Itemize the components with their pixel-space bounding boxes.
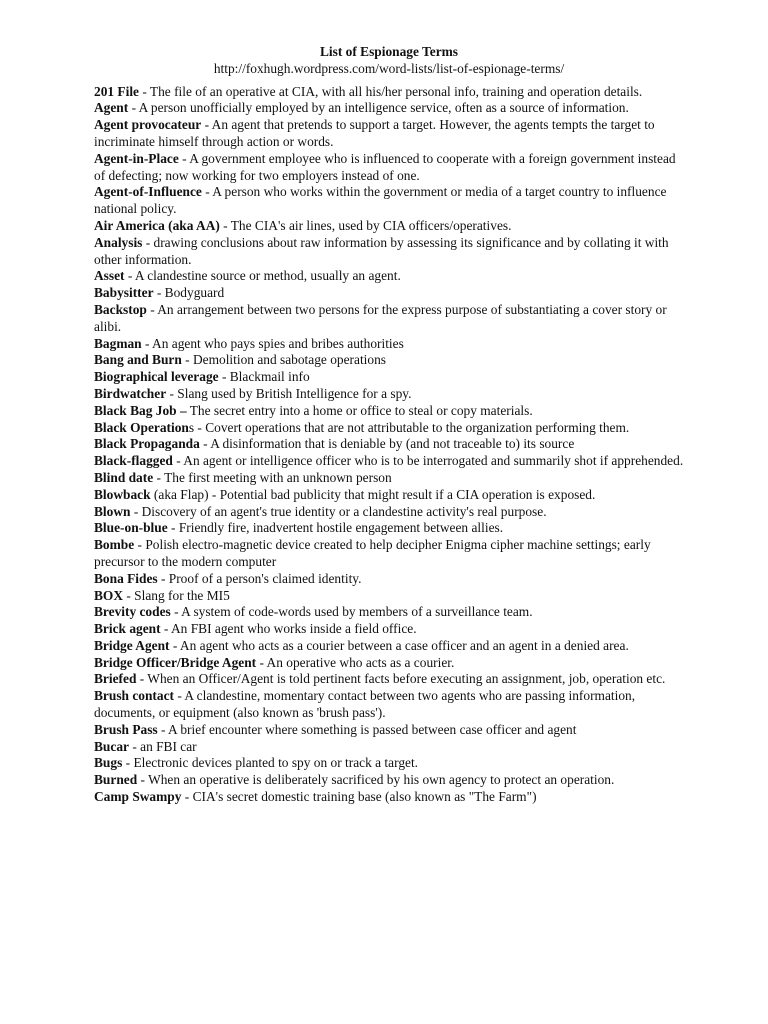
glossary-definition: - An agent or intelligence officer who is to be interrogated and summarily shot if apprehended. — [172, 453, 684, 469]
glossary-term: Asset — [94, 268, 125, 284]
glossary-definition: - Proof of a person's claimed identity. — [157, 570, 362, 586]
glossary-term: Analysis — [94, 234, 143, 250]
glossary-definition: - A person who works within the government or media of a target country to influence national policy. — [94, 184, 667, 217]
glossary-definition: - An agent that pretends to support a target. However, the agents tempts the target to incriminate himself through action or words. — [94, 117, 655, 149]
glossary-definition: - Slang used by British Intelligence for a spy. — [166, 385, 412, 401]
glossary-entry — [94, 604, 684, 621]
glossary-entry — [94, 386, 684, 403]
source-url: http://foxhugh.wordpress.com/word-lists/list-of-espionage-terms/ — [213, 60, 565, 76]
glossary-entry — [94, 638, 684, 655]
glossary-term: Blind date — [94, 469, 154, 485]
glossary-definition: - An agent who pays spies and bribes authorities — [141, 335, 404, 351]
glossary-entry — [94, 235, 684, 269]
glossary-term: Agent — [94, 100, 129, 116]
glossary-definition: - An agent who acts as a courier between a case officer and an agent in a denied area. — [169, 637, 629, 653]
glossary-term: Bombe — [94, 537, 135, 553]
glossary-definition: - drawing conclusions about raw information by assessing its significance and by collating it with other information. — [94, 234, 669, 267]
glossary-term: Bucar — [94, 738, 129, 754]
glossary-term: Bugs — [94, 755, 123, 771]
glossary-term: Babysitter — [94, 285, 154, 301]
glossary-entry — [94, 688, 684, 722]
glossary-definition: - A disinformation that is deniable by (and not traceable to) its source — [199, 436, 575, 452]
glossary-definition: s - Covert operations that are not attributable to the organization performing them. — [188, 419, 630, 435]
glossary-definition: - An arrangement between two persons for the express purpose of substantiating a cover story or alibi. — [94, 301, 667, 334]
glossary-entry — [94, 755, 684, 772]
glossary-entry — [94, 722, 684, 739]
glossary-term: Blue-on-blue — [94, 520, 168, 536]
glossary-entry — [94, 403, 684, 420]
glossary-definition: - A system of code-words used by members of a surveillance team. — [170, 604, 533, 620]
glossary-entry — [94, 436, 684, 453]
glossary-definition: - Polish electro-magnetic device created to help decipher Enigma cipher machine settings; early precursor to the modern computer — [94, 537, 651, 569]
glossary-definition: - Friendly fire, inadvertent hostile engagement between allies. — [167, 520, 504, 536]
glossary-term: Backstop — [94, 301, 147, 317]
glossary-definition: (aka Flap) - Potential bad publicity that might result if a CIA operation is exposed. — [150, 486, 596, 502]
glossary-entry — [94, 453, 684, 470]
glossary-term: Briefed — [94, 671, 137, 687]
glossary-entry — [94, 739, 684, 756]
glossary-term: Black Bag Job – — [94, 402, 187, 418]
glossary-definition: - The first meeting with an unknown person — [153, 469, 392, 485]
glossary-term: 201 File — [94, 83, 139, 99]
glossary-term: Brush contact — [94, 688, 174, 704]
glossary-term: Black Propaganda — [94, 436, 200, 452]
glossary-definition: - An operative who acts as a courier. — [256, 654, 455, 670]
glossary-entry — [94, 487, 684, 504]
glossary-entry — [94, 117, 684, 151]
glossary-term: Blowback — [94, 486, 151, 502]
glossary-definition: - Bodyguard — [153, 285, 225, 301]
glossary-entry — [94, 285, 684, 302]
glossary-term: Bang and Burn — [94, 352, 182, 368]
glossary-term: Agent-in-Place — [94, 150, 179, 166]
glossary-definition: - A clandestine, momentary contact between two agents who are passing information, documents, or equipment (also known as 'brush pass'). — [94, 688, 636, 721]
glossary-definition: - Discovery of an agent's true identity or a clandestine activity's real purpose. — [130, 503, 547, 519]
glossary-entry — [94, 336, 684, 353]
glossary-entry — [94, 184, 684, 218]
glossary-definition: - A government employee who is influenced to cooperate with a foreign government instead of defecting; now working for two employers instead of one. — [94, 150, 676, 183]
glossary-entry — [94, 571, 684, 588]
glossary-term: Agent-of-Influence — [94, 184, 202, 200]
glossary-term: Bridge Agent — [94, 637, 170, 653]
glossary-entry — [94, 621, 684, 638]
glossary-term: Brevity codes — [94, 604, 171, 620]
glossary-definition: - Electronic devices planted to spy on or track a target. — [122, 755, 419, 771]
glossary-definition: - A brief encounter where something is passed between case officer and agent — [157, 721, 577, 737]
glossary-term: Biographical leverage — [94, 369, 219, 385]
glossary-entry — [94, 772, 684, 789]
glossary-term: Brush Pass — [94, 721, 158, 737]
glossary-definition: - When an operative is deliberately sacrificed by his own agency to protect an operation. — [137, 772, 615, 788]
glossary-entry — [94, 268, 684, 285]
glossary-entry — [94, 369, 684, 386]
glossary-term: Black-flagged — [94, 453, 173, 469]
glossary-term: Bona Fides — [94, 570, 158, 586]
glossary-list — [94, 84, 684, 806]
glossary-term: Black Operation — [94, 419, 189, 435]
glossary-entry — [94, 655, 684, 672]
glossary-entry — [94, 302, 684, 336]
glossary-entry — [94, 420, 684, 437]
glossary-entry — [94, 671, 684, 688]
glossary-definition: - An FBI agent who works inside a field office. — [160, 621, 417, 637]
glossary-term: Camp Swampy — [94, 789, 182, 805]
glossary-definition: - Blackmail info — [218, 369, 310, 385]
glossary-entry — [94, 218, 684, 235]
glossary-entry — [94, 84, 684, 101]
glossary-term: Bagman — [94, 335, 142, 351]
glossary-entry — [94, 504, 684, 521]
glossary-term: Blown — [94, 503, 131, 519]
glossary-definition: The secret entry into a home or office to steal or copy materials. — [186, 402, 533, 418]
glossary-entry — [94, 352, 684, 369]
glossary-term: Agent provocateur — [94, 117, 202, 133]
glossary-definition: - A clandestine source or method, usually an agent. — [124, 268, 401, 284]
glossary-entry — [94, 470, 684, 487]
document-title: List of Espionage Terms — [319, 44, 459, 59]
glossary-entry — [94, 100, 684, 117]
glossary-term: Bridge Officer/Bridge Agent — [94, 654, 257, 670]
glossary-definition: - The CIA's air lines, used by CIA officers/operatives. — [219, 217, 512, 233]
glossary-term: Birdwatcher — [94, 385, 167, 401]
glossary-entry — [94, 151, 684, 185]
glossary-entry — [94, 537, 684, 571]
glossary-term: BOX — [94, 587, 124, 603]
glossary-entry — [94, 588, 684, 605]
glossary-definition: - A person unofficially employed by an intelligence service, often as a source of information. — [128, 100, 629, 116]
document-page — [94, 44, 684, 806]
glossary-definition: - Slang for the MI5 — [123, 587, 230, 603]
glossary-entry — [94, 789, 684, 806]
glossary-definition: - Demolition and sabotage operations — [181, 352, 386, 368]
glossary-definition: - CIA's secret domestic training base (also known as "The Farm") — [181, 789, 537, 805]
glossary-definition: - When an Officer/Agent is told pertinent facts before executing an assignment, job, operation etc. — [136, 671, 666, 687]
glossary-term: Burned — [94, 772, 138, 788]
glossary-definition: - an FBI car — [128, 738, 197, 754]
glossary-term: Brick agent — [94, 621, 161, 637]
glossary-term: Air America (aka AA) — [94, 217, 220, 233]
glossary-definition: - The file of an operative at CIA, with all his/her personal info, training and operation details. — [139, 83, 643, 99]
glossary-entry — [94, 520, 684, 537]
